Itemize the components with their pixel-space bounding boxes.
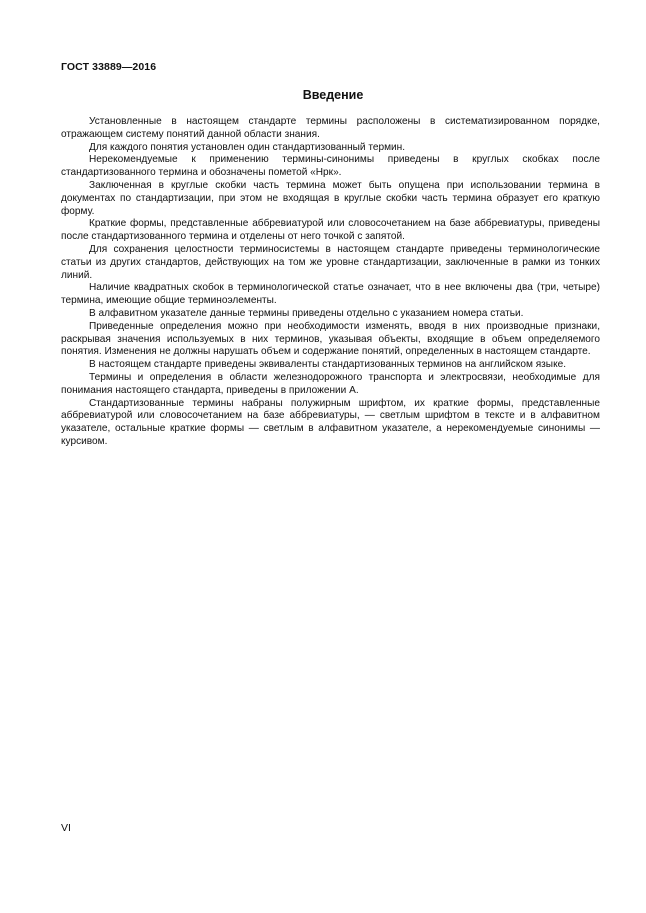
paragraph: В настоящем стандарте приведены эквиваленты стандартизованных терминов на английском языке. xyxy=(89,359,567,371)
paragraph: В алфавитном указателе данные термины приведены отдельно с указанием номера статьи. xyxy=(89,307,524,319)
standard-number: ГОСТ 33889—2016 xyxy=(61,61,157,73)
paragraph: Для каждого понятия установлен один стандартизованный термин. xyxy=(89,141,406,153)
paragraph: Для сохранения целостности терминосистемы в настоящем стандарте приведены терминологические статьи из других стандартов, действующих на том же уровне стандартизации, заключенные в рамки из тонких линий. xyxy=(61,243,600,281)
page-number: VI xyxy=(61,822,71,834)
paragraph: Наличие квадратных скобок в терминологической статье означает, что в нее включены два (три, четыре) термина, имеющие общие терминоэлементы. xyxy=(61,282,600,307)
paragraph: Заключенная в круглые скобки часть термина может быть опущена при использовании термина в документах по стандартизации, при этом не входящая в круглые скобки часть термина образует его краткую форму. xyxy=(61,179,600,217)
introduction-body xyxy=(61,116,600,449)
paragraph: Установленные в настоящем стандарте термины расположены в систематизированном порядке, отражающем систему понятий данной области знания. xyxy=(61,116,600,140)
paragraph: Краткие формы, представленные аббревиатурой или словосочетанием на базе аббревиатуры, приведены после стандартизованного термина и отделены от него точкой с запятой. xyxy=(61,218,600,243)
paragraph: Нерекомендуемые к применению термины-синонимы приведены в круглых скобках после стандартизованного термина и обозначены пометой «Нрк». xyxy=(61,154,600,179)
paragraph: Термины и определения в области железнодорожного транспорта и электросвязи, необходимые для понимания настоящего стандарта, приведены в приложении А. xyxy=(61,371,600,396)
paragraph: Стандартизованные термины набраны полужирным шрифтом, их краткие формы, представленные аббревиатурой или словосочетанием на базе аббревиатуры, — светлым шрифтом в тексте и в алфавитном указателе, остальные краткие формы — светлым в алфавитном указателе, а нерекомендуемые синонимы — курсивом. xyxy=(61,397,600,447)
paragraph: Приведенные определения можно при необходимости изменять, вводя в них производные признаки, раскрывая значения используемых в них терминов, указывая объекты, входящие в объем определяемого понятия. Изменения не должны нарушать объем и содержание понятий, определенных в настоящем стандарте. xyxy=(61,320,600,358)
document-header xyxy=(61,61,156,73)
section-title: Введение xyxy=(302,88,364,102)
